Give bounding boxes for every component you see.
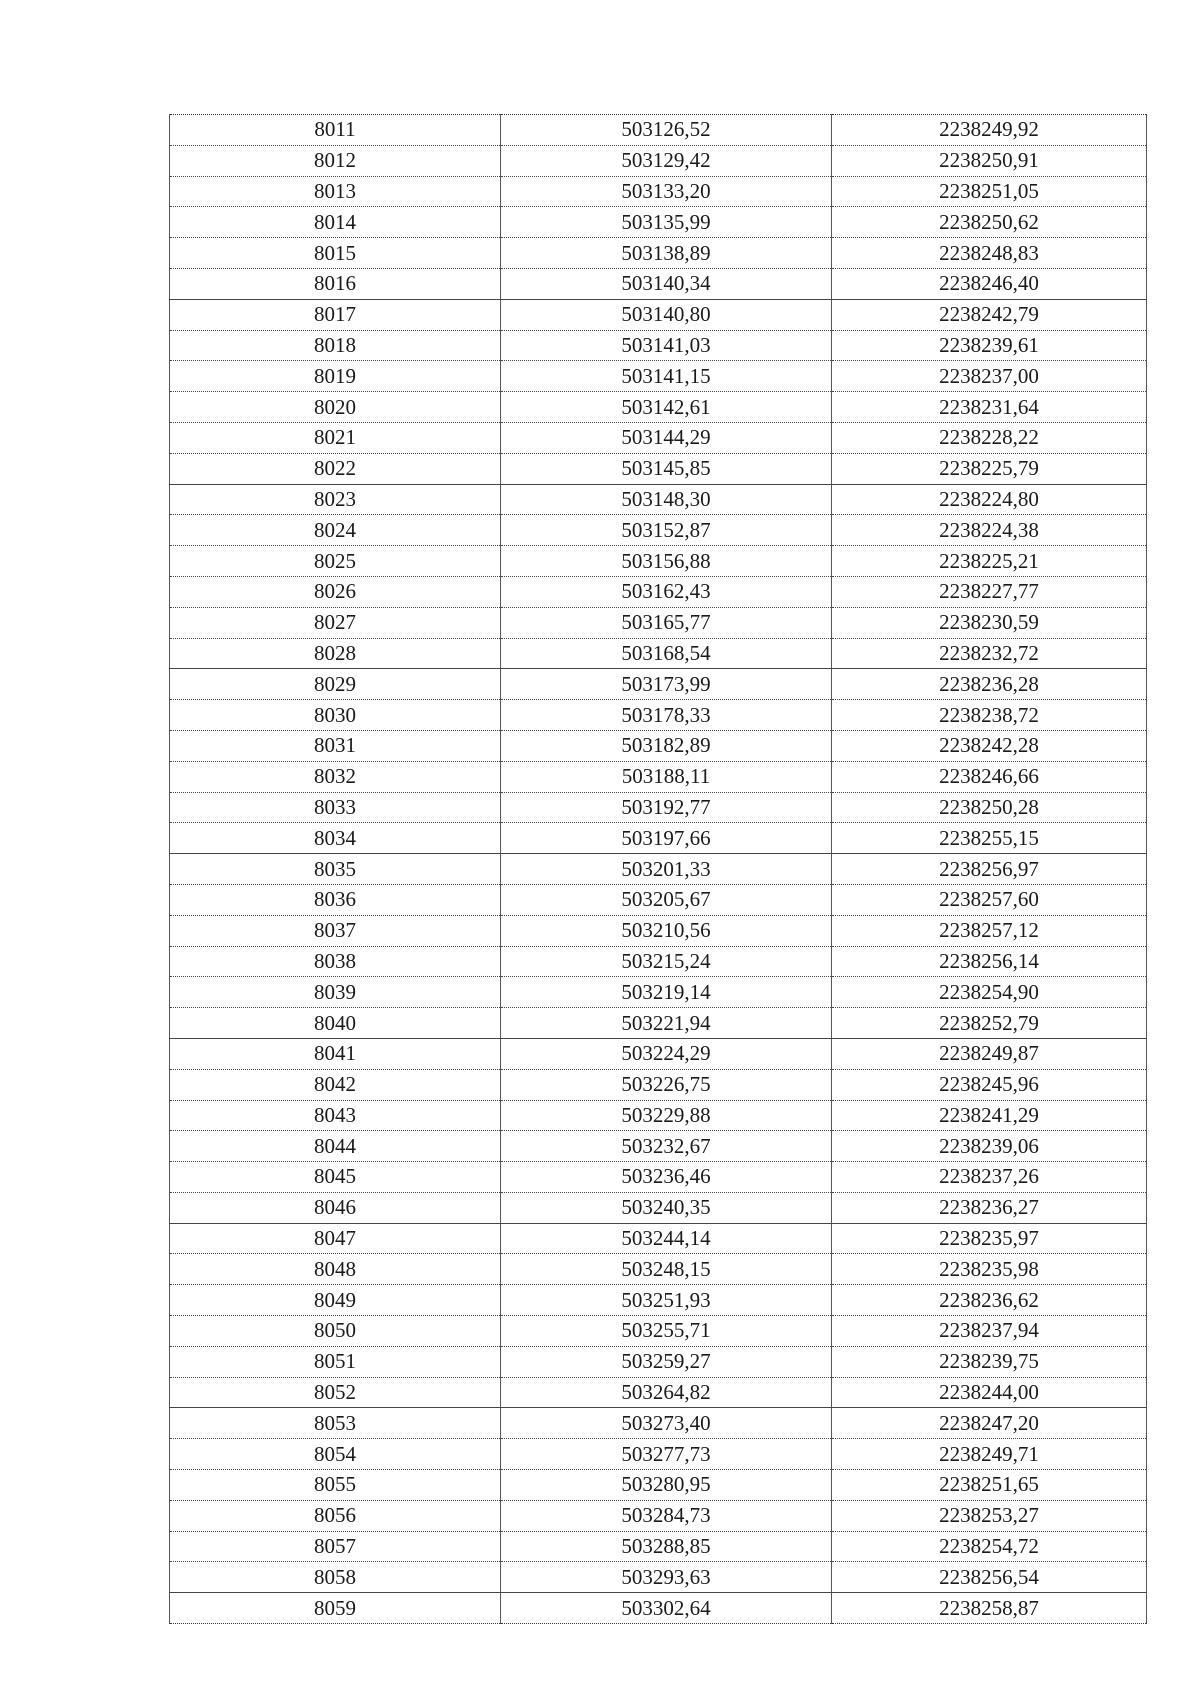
- y-coordinate-cell: 2238250,91: [832, 145, 1147, 176]
- table-row: [170, 1346, 1147, 1377]
- x-coordinate-cell: 503140,80: [501, 299, 832, 330]
- point-id-cell: 8028: [170, 638, 501, 669]
- point-id-cell: 8013: [170, 176, 501, 207]
- y-coordinate-cell: 2238252,79: [832, 1008, 1147, 1039]
- point-id-cell: 8051: [170, 1346, 501, 1377]
- table-row: [170, 854, 1147, 885]
- y-coordinate-cell: 2238235,98: [832, 1254, 1147, 1285]
- table-row: [170, 823, 1147, 854]
- y-coordinate-cell: 2238236,27: [832, 1192, 1147, 1223]
- point-id-cell: 8035: [170, 854, 501, 885]
- table-row: [170, 669, 1147, 700]
- y-coordinate-cell: 2238230,59: [832, 607, 1147, 638]
- table-row: [170, 515, 1147, 546]
- x-coordinate-cell: 503264,82: [501, 1377, 832, 1408]
- x-coordinate-cell: 503141,15: [501, 361, 832, 392]
- point-id-cell: 8017: [170, 299, 501, 330]
- point-id-cell: 8041: [170, 1038, 501, 1069]
- point-id-cell: 8033: [170, 792, 501, 823]
- x-coordinate-cell: 503205,67: [501, 884, 832, 915]
- y-coordinate-cell: 2238253,27: [832, 1500, 1147, 1531]
- x-coordinate-cell: 503129,42: [501, 145, 832, 176]
- x-coordinate-cell: 503215,24: [501, 946, 832, 977]
- x-coordinate-cell: 503244,14: [501, 1223, 832, 1254]
- y-coordinate-cell: 2238244,00: [832, 1377, 1147, 1408]
- coordinates-table: [169, 114, 1147, 1624]
- coordinates-table-body: [170, 115, 1147, 1624]
- x-coordinate-cell: 503162,43: [501, 576, 832, 607]
- y-coordinate-cell: 2238231,64: [832, 392, 1147, 423]
- x-coordinate-cell: 503248,15: [501, 1254, 832, 1285]
- table-row: [170, 361, 1147, 392]
- x-coordinate-cell: 503165,77: [501, 607, 832, 638]
- table-row: [170, 1531, 1147, 1562]
- point-id-cell: 8012: [170, 145, 501, 176]
- x-coordinate-cell: 503142,61: [501, 392, 832, 423]
- y-coordinate-cell: 2238249,92: [832, 115, 1147, 146]
- x-coordinate-cell: 503188,11: [501, 761, 832, 792]
- point-id-cell: 8043: [170, 1100, 501, 1131]
- y-coordinate-cell: 2238249,87: [832, 1038, 1147, 1069]
- table-row: [170, 299, 1147, 330]
- point-id-cell: 8052: [170, 1377, 501, 1408]
- point-id-cell: 8057: [170, 1531, 501, 1562]
- x-coordinate-cell: 503229,88: [501, 1100, 832, 1131]
- table-row: [170, 330, 1147, 361]
- table-row: [170, 1562, 1147, 1593]
- x-coordinate-cell: 503219,14: [501, 977, 832, 1008]
- y-coordinate-cell: 2238257,12: [832, 915, 1147, 946]
- table-row: [170, 1131, 1147, 1162]
- point-id-cell: 8030: [170, 700, 501, 731]
- y-coordinate-cell: 2238241,29: [832, 1100, 1147, 1131]
- y-coordinate-cell: 2238239,75: [832, 1346, 1147, 1377]
- point-id-cell: 8027: [170, 607, 501, 638]
- x-coordinate-cell: 503140,34: [501, 268, 832, 299]
- x-coordinate-cell: 503144,29: [501, 422, 832, 453]
- point-id-cell: 8053: [170, 1408, 501, 1439]
- table-row: [170, 1285, 1147, 1316]
- table-row: [170, 1593, 1147, 1624]
- point-id-cell: 8059: [170, 1593, 501, 1624]
- point-id-cell: 8050: [170, 1316, 501, 1347]
- table-row: [170, 1008, 1147, 1039]
- table-row: [170, 1377, 1147, 1408]
- table-row: [170, 115, 1147, 146]
- x-coordinate-cell: 503236,46: [501, 1162, 832, 1193]
- point-id-cell: 8058: [170, 1562, 501, 1593]
- y-coordinate-cell: 2238255,15: [832, 823, 1147, 854]
- table-row: [170, 1408, 1147, 1439]
- y-coordinate-cell: 2238237,00: [832, 361, 1147, 392]
- table-row: [170, 1038, 1147, 1069]
- x-coordinate-cell: 503232,67: [501, 1131, 832, 1162]
- point-id-cell: 8031: [170, 730, 501, 761]
- y-coordinate-cell: 2238245,96: [832, 1069, 1147, 1100]
- table-row: [170, 207, 1147, 238]
- point-id-cell: 8029: [170, 669, 501, 700]
- table-row: [170, 915, 1147, 946]
- table-row: [170, 1439, 1147, 1470]
- y-coordinate-cell: 2238237,94: [832, 1316, 1147, 1347]
- table-row: [170, 453, 1147, 484]
- x-coordinate-cell: 503141,03: [501, 330, 832, 361]
- y-coordinate-cell: 2238251,65: [832, 1470, 1147, 1501]
- y-coordinate-cell: 2238239,61: [832, 330, 1147, 361]
- y-coordinate-cell: 2238254,90: [832, 977, 1147, 1008]
- table-row: [170, 792, 1147, 823]
- table-row: [170, 1162, 1147, 1193]
- table-row: [170, 638, 1147, 669]
- x-coordinate-cell: 503197,66: [501, 823, 832, 854]
- point-id-cell: 8046: [170, 1192, 501, 1223]
- point-id-cell: 8040: [170, 1008, 501, 1039]
- point-id-cell: 8039: [170, 977, 501, 1008]
- table-row: [170, 484, 1147, 515]
- x-coordinate-cell: 503280,95: [501, 1470, 832, 1501]
- y-coordinate-cell: 2238228,22: [832, 422, 1147, 453]
- point-id-cell: 8037: [170, 915, 501, 946]
- point-id-cell: 8034: [170, 823, 501, 854]
- y-coordinate-cell: 2238232,72: [832, 638, 1147, 669]
- y-coordinate-cell: 2238225,79: [832, 453, 1147, 484]
- point-id-cell: 8055: [170, 1470, 501, 1501]
- point-id-cell: 8023: [170, 484, 501, 515]
- x-coordinate-cell: 503135,99: [501, 207, 832, 238]
- y-coordinate-cell: 2238227,77: [832, 576, 1147, 607]
- point-id-cell: 8038: [170, 946, 501, 977]
- table-row: [170, 576, 1147, 607]
- y-coordinate-cell: 2238250,28: [832, 792, 1147, 823]
- y-coordinate-cell: 2238256,14: [832, 946, 1147, 977]
- point-id-cell: 8021: [170, 422, 501, 453]
- table-row: [170, 884, 1147, 915]
- y-coordinate-cell: 2238235,97: [832, 1223, 1147, 1254]
- x-coordinate-cell: 503173,99: [501, 669, 832, 700]
- point-id-cell: 8045: [170, 1162, 501, 1193]
- x-coordinate-cell: 503226,75: [501, 1069, 832, 1100]
- y-coordinate-cell: 2238249,71: [832, 1439, 1147, 1470]
- x-coordinate-cell: 503152,87: [501, 515, 832, 546]
- table-row: [170, 1069, 1147, 1100]
- y-coordinate-cell: 2238224,80: [832, 484, 1147, 515]
- x-coordinate-cell: 503210,56: [501, 915, 832, 946]
- x-coordinate-cell: 503145,85: [501, 453, 832, 484]
- x-coordinate-cell: 503288,85: [501, 1531, 832, 1562]
- point-id-cell: 8022: [170, 453, 501, 484]
- y-coordinate-cell: 2238239,06: [832, 1131, 1147, 1162]
- x-coordinate-cell: 503138,89: [501, 238, 832, 269]
- point-id-cell: 8042: [170, 1069, 501, 1100]
- x-coordinate-cell: 503126,52: [501, 115, 832, 146]
- x-coordinate-cell: 503224,29: [501, 1038, 832, 1069]
- table-row: [170, 1192, 1147, 1223]
- y-coordinate-cell: 2238242,28: [832, 730, 1147, 761]
- point-id-cell: 8018: [170, 330, 501, 361]
- y-coordinate-cell: 2238224,38: [832, 515, 1147, 546]
- y-coordinate-cell: 2238251,05: [832, 176, 1147, 207]
- y-coordinate-cell: 2238248,83: [832, 238, 1147, 269]
- y-coordinate-cell: 2238238,72: [832, 700, 1147, 731]
- point-id-cell: 8056: [170, 1500, 501, 1531]
- table-row: [170, 700, 1147, 731]
- point-id-cell: 8016: [170, 268, 501, 299]
- y-coordinate-cell: 2238256,97: [832, 854, 1147, 885]
- point-id-cell: 8047: [170, 1223, 501, 1254]
- x-coordinate-cell: 503201,33: [501, 854, 832, 885]
- y-coordinate-cell: 2238237,26: [832, 1162, 1147, 1193]
- y-coordinate-cell: 2238247,20: [832, 1408, 1147, 1439]
- point-id-cell: 8019: [170, 361, 501, 392]
- y-coordinate-cell: 2238258,87: [832, 1593, 1147, 1624]
- table-row: [170, 730, 1147, 761]
- x-coordinate-cell: 503259,27: [501, 1346, 832, 1377]
- y-coordinate-cell: 2238254,72: [832, 1531, 1147, 1562]
- x-coordinate-cell: 503302,64: [501, 1593, 832, 1624]
- x-coordinate-cell: 503284,73: [501, 1500, 832, 1531]
- point-id-cell: 8054: [170, 1439, 501, 1470]
- y-coordinate-cell: 2238257,60: [832, 884, 1147, 915]
- x-coordinate-cell: 503293,63: [501, 1562, 832, 1593]
- table-row: [170, 977, 1147, 1008]
- table-row: [170, 1500, 1147, 1531]
- point-id-cell: 8015: [170, 238, 501, 269]
- y-coordinate-cell: 2238236,28: [832, 669, 1147, 700]
- y-coordinate-cell: 2238242,79: [832, 299, 1147, 330]
- point-id-cell: 8025: [170, 546, 501, 577]
- x-coordinate-cell: 503221,94: [501, 1008, 832, 1039]
- y-coordinate-cell: 2238246,40: [832, 268, 1147, 299]
- table-row: [170, 392, 1147, 423]
- table-row: [170, 145, 1147, 176]
- point-id-cell: 8024: [170, 515, 501, 546]
- x-coordinate-cell: 503182,89: [501, 730, 832, 761]
- table-row: [170, 607, 1147, 638]
- x-coordinate-cell: 503168,54: [501, 638, 832, 669]
- x-coordinate-cell: 503156,88: [501, 546, 832, 577]
- table-row: [170, 1100, 1147, 1131]
- table-row: [170, 1254, 1147, 1285]
- table-row: [170, 546, 1147, 577]
- x-coordinate-cell: 503192,77: [501, 792, 832, 823]
- table-row: [170, 761, 1147, 792]
- point-id-cell: 8032: [170, 761, 501, 792]
- point-id-cell: 8036: [170, 884, 501, 915]
- table-row: [170, 238, 1147, 269]
- table-row: [170, 946, 1147, 977]
- x-coordinate-cell: 503277,73: [501, 1439, 832, 1470]
- point-id-cell: 8014: [170, 207, 501, 238]
- point-id-cell: 8048: [170, 1254, 501, 1285]
- point-id-cell: 8044: [170, 1131, 501, 1162]
- table-row: [170, 1470, 1147, 1501]
- x-coordinate-cell: 503178,33: [501, 700, 832, 731]
- point-id-cell: 8011: [170, 115, 501, 146]
- table-row: [170, 176, 1147, 207]
- table-row: [170, 1316, 1147, 1347]
- table-row: [170, 422, 1147, 453]
- y-coordinate-cell: 2238246,66: [832, 761, 1147, 792]
- x-coordinate-cell: 503273,40: [501, 1408, 832, 1439]
- x-coordinate-cell: 503148,30: [501, 484, 832, 515]
- x-coordinate-cell: 503133,20: [501, 176, 832, 207]
- point-id-cell: 8020: [170, 392, 501, 423]
- point-id-cell: 8049: [170, 1285, 501, 1316]
- table-row: [170, 268, 1147, 299]
- x-coordinate-cell: 503255,71: [501, 1316, 832, 1347]
- point-id-cell: 8026: [170, 576, 501, 607]
- y-coordinate-cell: 2238236,62: [832, 1285, 1147, 1316]
- x-coordinate-cell: 503240,35: [501, 1192, 832, 1223]
- x-coordinate-cell: 503251,93: [501, 1285, 832, 1316]
- y-coordinate-cell: 2238225,21: [832, 546, 1147, 577]
- y-coordinate-cell: 2238250,62: [832, 207, 1147, 238]
- y-coordinate-cell: 2238256,54: [832, 1562, 1147, 1593]
- table-row: [170, 1223, 1147, 1254]
